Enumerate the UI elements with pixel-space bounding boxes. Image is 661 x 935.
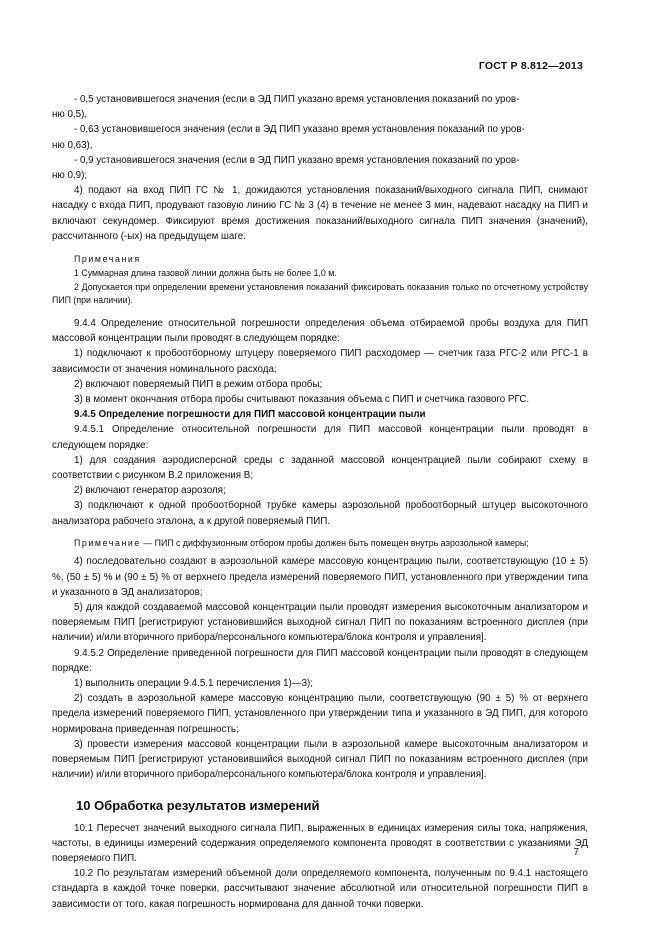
paragraph: 9.4.5.2 Определение приведенной погрешности для ПИП массовой концентрации пыли проводят в следующем порядке: (52, 647, 588, 674)
paragraph: 2) включают поверяемый ПИП в режим отбора пробы; (74, 378, 323, 390)
paragraph-continuation: ню 0,5), (52, 109, 88, 121)
document-id: ГОСТ Р 8.812—2013 (478, 60, 583, 72)
inline-note (52, 537, 588, 551)
paragraph: 1) подключают к пробоотборному штуцеру поверяемого ПИП расходомер — счетчик газа РГС-2 или РГС-1 в зависимости от значения номинального расхода; (52, 348, 588, 375)
subsection-heading: 9.4.5 Определение погрешности для ПИП массовой концентрации пыли (74, 409, 426, 421)
document-body (52, 92, 588, 912)
paragraph: 10.2 По результатам измерений объемной доли определяемого компонента, полученным по 9.4.1 настоящего стандарта в каждой точке поверки, рассчитывают значение абсолютной или относительной погрешности ПИП в зависимости от того, какая погрешность нормирована для данной точки поверки. (52, 868, 588, 910)
paragraph: 1) для создания аэродисперсной среды с заданной массовой концентрацией пыли собирают схему в соответствии с рисунком В.2 приложения В; (52, 454, 588, 482)
paragraph: - 0,5 установившегося значения (если в ЭД ПИП указано время установления показаний по уров- (74, 94, 520, 105)
paragraph: 3) провести измерения массовой концентрации пыли в аэрозольной камере высокоточным анализатором и поверяемым ПИП [регистрируют установившийся выходной сигнал ПИП по показаниям встроенного дисплея (при наличии) и/или вторичного прибора/персонального компьютера/блока контроля и управления]. (52, 738, 588, 781)
page-number: 7 (573, 847, 579, 858)
paragraph: - 0,9 установившегося значения (если в ЭД ПИП указано время установления показаний по уров- (74, 154, 520, 166)
note-text: — ПИП с диффузионным отбором пробы должен быть помещен внутрь аэрозольной камеры; (143, 537, 529, 548)
paragraph: 5) для каждой создаваемой массовой концентрации пыли проводят измерения высокоточным анализатором и поверяемым ПИП [регистрируют установившийся выходной сигнал ПИП по показаниям встроенного дисплея (при наличии) и/или вторичного прибора/персонального компьютера/блока контроля и управления]. (52, 602, 588, 644)
paragraph: 1) выполнить операции 9.4.5.1 перечисления 1)—3); (74, 678, 314, 690)
note-item: 2 Допускается при определении времени установления показаний фиксировать показания только по отсчетному устройству ПИП (при наличии). (52, 281, 588, 306)
paragraph: 3) подключают к одной пробоотборной трубке камеры аэрозольной пробоотборный штуцер высокоточного анализатора рабочего эталона, а к другой поверяемый ПИП. (52, 500, 588, 527)
notes-heading: Примечания (74, 254, 141, 265)
paragraph: 9.4.4 Определение относительной погрешности определения объема отбираемой пробы воздуха для ПИП массовой концентрации пыли проводят в следующем порядке: (52, 318, 588, 345)
note-item: 1 Суммарная длина газовой линии должна быть не более 1,0 м. (74, 268, 337, 279)
paragraph: 10.1 Пересчет значений выходного сигнала ПИП, выраженных в единицах измерения силы тока, напряжения, частоты, в единицы измерений содержания определяемого компонента проводят в соответствии с указаниями ЭД поверяемого ПИП. (52, 822, 588, 864)
paragraph: 2) включают генератор аэрозоля; (74, 485, 226, 497)
paragraph-continuation: ню 0,9); (52, 170, 88, 182)
paragraph: 2) создать в аэрозольной камере массовую концентрацию пыли, соответствующую (90 ± 5) % от верхнего предела измерений поверяемого ПИП, установленного при утверждении типа и указанного в ЭД ПИП, для которого нормирована приведенная погрешность; (52, 693, 588, 735)
section-title: 10 Обработка результатов измерений (76, 797, 320, 813)
note-label: Примечание (74, 537, 141, 548)
paragraph: 4) последовательно создают в аэрозольной камере массовую концентрацию пыли, соответствующую (10 ± 5) %, (50 ± 5) % и (90 ± 5) % от верхнего предела измерений поверяемого ПИП, установленного при утверждении типа и указанного в ЭД анализаторов; (52, 556, 588, 598)
spacer (52, 308, 588, 316)
paragraph: 9.4.5.1 Определение относительной погрешности для ПИП массовой концентрации пыли проводят в следующем порядке: (52, 424, 588, 451)
paragraph: 3) в момент окончания отбора пробы считывают показания объема с ПИП и счетчика газового РГС. (74, 394, 530, 406)
paragraph: - 0,63 установившегося значения (если в ЭД ПИП указано время установления показаний по уров- (74, 124, 525, 136)
paragraph-continuation: ню 0,63), (52, 139, 93, 151)
paragraph: 4) подают на вход ПИП ГС № 1, дожидаются установления показаний/выходного сигнала ПИП, снимают насадку с входа ПИП, продувают газовую линию ГС № 3 (4) в течение не менее 3 мин, надевают насадку на ПИП и включают секундомер. Фиксируют время достижения показаний/выходного сигнала ПИП значения (значений), рассчитанного (-ых) на предыдущем шаге. (52, 185, 588, 242)
